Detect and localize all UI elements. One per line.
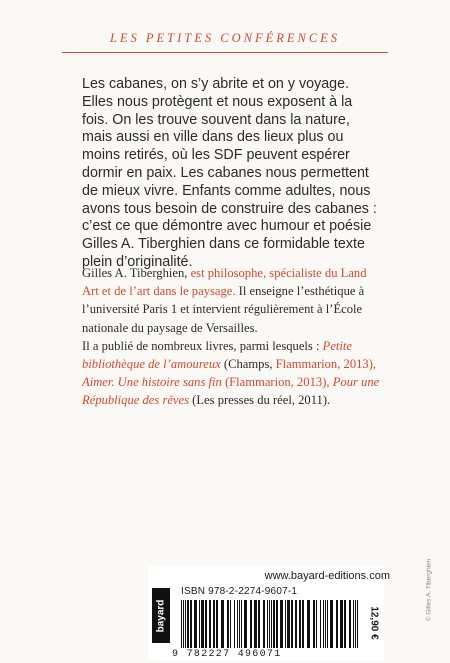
publisher-logo — [152, 588, 170, 643]
isbn-label: ISBN 978-2-2274-9607-1 — [181, 586, 298, 597]
book-title-1: Petite bibliothèque de l’amoureux — [82, 338, 353, 372]
publisher-website: www.bayard-editions.com — [264, 570, 390, 582]
author-name: Gilles A. Tiberghien, — [82, 266, 188, 280]
book-publisher-2: (Flammarion, 2013), — [221, 375, 330, 390]
book-title-2: Aimer. Une histoire sans fin — [82, 375, 222, 390]
photo-credit: © Gilles A. Tiberghien — [425, 558, 433, 622]
header-rule — [62, 52, 388, 53]
barcode-icon — [181, 600, 361, 648]
series-title: LES PETITES CONFÉRENCES — [109, 31, 341, 45]
price-label: 12,90 € — [368, 606, 380, 640]
book-publisher-1a: (Champs, — [220, 357, 273, 372]
book-publisher-3: (Les presses du réel, 2011). — [189, 393, 331, 408]
author-bio — [82, 264, 382, 410]
blurb-text: Les cabanes, on s’y abrite et on y voyage. Elles nous protègent et nous exposent à la fois. On les trouve souvent dans la nature, mais aussi en ville dans des lieux plus ou moins retirés, où les SDF peuvent espérer dormir en paix. Les cabanes nous permettent de mieux vivre. Enfants comme adultes, nous avons tous besoin de construire des cabanes : c’est ce que démontre avec humour et poésie Gilles A. Tiberghien dans ce formidable texte plein d’originalité. — [82, 76, 377, 270]
book-title-3: Pour une République des rêves — [82, 375, 380, 408]
publisher-logo-text: bayard — [155, 599, 167, 632]
bio-highlight: est philosophe, spécialiste du Land Art et de l’art dans le paysage. — [82, 266, 367, 299]
barcode-digits: 9 782227 496071 — [172, 649, 282, 660]
bio-books-intro: Il a publié de nombreux livres, parmi lesquels : — [82, 338, 320, 353]
book-publisher-1b: Flammarion, 2013), — [272, 357, 377, 372]
bio-teaching: Il enseigne l’esthétique à l’université Paris 1 et intervient régulièrement à l’École nationale du paysage de Versailles. — [82, 284, 365, 335]
